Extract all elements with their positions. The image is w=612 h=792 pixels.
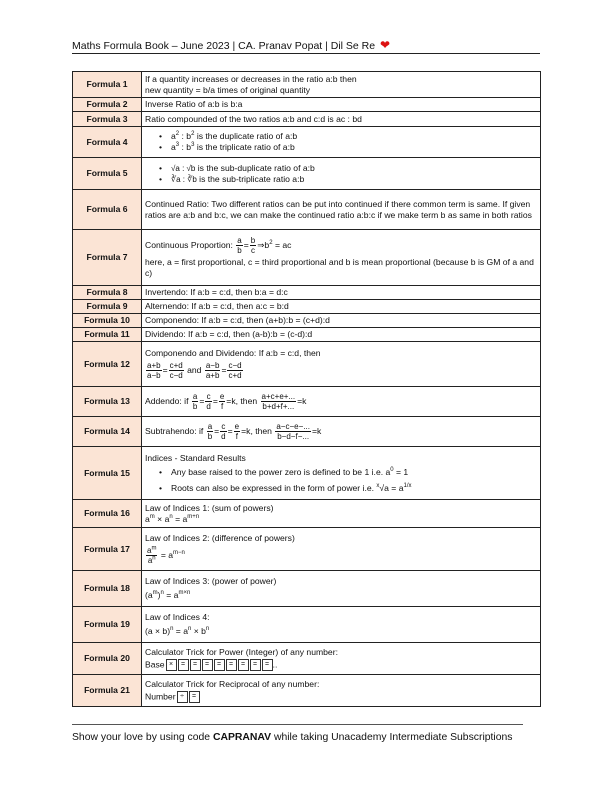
formula-label: Formula 15 <box>73 447 142 500</box>
formula-text: Law of Indices 1: (sum of powers) <box>145 502 274 513</box>
formula-label: Formula 2 <box>73 98 142 112</box>
table-row <box>73 230 541 286</box>
formula-label: Formula 17 <box>73 528 142 571</box>
equals-key-icon: = <box>226 659 237 671</box>
equals-key-icon: = <box>238 659 249 671</box>
table-row <box>73 112 541 127</box>
table-row <box>73 447 541 500</box>
formula-content: Alternendo: If a:b = c:d, then a:c = b:d <box>142 300 541 314</box>
page-header <box>72 38 540 52</box>
formula-text: If a quantity increases or decreases in the ratio a:b then <box>145 73 357 84</box>
formula-text: here, a = first proportional, c = third proportional and b is mean proportional (because b is GM of a and c) <box>145 257 534 278</box>
table-row <box>73 607 541 643</box>
equals-key-icon: = <box>189 691 200 703</box>
formula-text: Base <box>145 658 165 669</box>
formula-text: Calculator Trick for Reciprocal of any number: <box>145 678 320 689</box>
equals-key-icon: = <box>250 659 261 671</box>
divide-key-icon: ÷ <box>177 691 188 703</box>
formula-content <box>142 447 541 500</box>
equals-key-icon: = <box>262 659 273 671</box>
formula-text: is the sub-duplicate ratio of a:b <box>197 162 315 173</box>
equals-key-icon: = <box>190 659 201 671</box>
equals-key-icon: = <box>202 659 213 671</box>
promo-code: CAPRANAV <box>212 732 272 743</box>
formula-content <box>142 127 541 158</box>
table-row <box>73 417 541 447</box>
formula-content: Invertendo: If a:b = c:d, then b:a = d:c <box>142 286 541 300</box>
formula-label: Formula 5 <box>73 158 142 190</box>
table-row <box>73 328 541 342</box>
bullet-item: • $a^2$ : $b^2$ is the duplicate ratio of a:b <box>145 131 537 142</box>
formula-content: Componendo: If a:b = c:d, then (a+b):b = (c+d):d <box>142 314 541 328</box>
formula-text: is the duplicate ratio of a:b <box>196 131 298 141</box>
formula-label: Formula 11 <box>73 328 142 342</box>
footer-text: while taking Unacademy Intermediate Subscriptions <box>271 732 513 743</box>
formula-label: Formula 10 <box>73 314 142 328</box>
footer-text: Show your love by using code <box>72 732 213 743</box>
page-footer <box>72 731 542 744</box>
multiply-key-icon: × <box>166 659 177 671</box>
formula-label: Formula 8 <box>73 286 142 300</box>
table-row <box>73 643 541 675</box>
formula-content: Law of Indices 1: (sum of powers) $a^m \times a^n = a^{m+n}$ <box>142 500 541 528</box>
formula-text: Continuous Proportion: <box>145 239 233 250</box>
formula-text: , then <box>235 395 258 406</box>
formula-label: Formula 1 <box>73 72 142 98</box>
equals-key-icon: = <box>178 659 189 671</box>
bullet-item: • ∛a : ∛b is the sub-triplicate ratio a:b <box>145 174 537 185</box>
formula-content: Ratio compounded of the two ratios a:b and c:d is ac : bd <box>142 112 541 127</box>
formula-label: Formula 13 <box>73 387 142 417</box>
formula-label: Formula 14 <box>73 417 142 447</box>
formula-text: Law of Indices 2: (difference of powers) <box>145 533 295 543</box>
formula-label: Formula 20 <box>73 643 142 675</box>
formula-text: Subtrahendo: if <box>145 425 204 436</box>
formula-label: Formula 21 <box>73 675 142 707</box>
formula-text: Number <box>145 690 176 701</box>
table-row <box>73 190 541 230</box>
formula-label: Formula 19 <box>73 607 142 643</box>
formula-text: Law of Indices 4: <box>145 612 210 622</box>
heart-icon: ❤ <box>380 38 391 52</box>
bullet-item: • Roots can also be expressed in the form of power i.e. $^x√a = a^{1/x}$ <box>145 483 537 494</box>
formula-content <box>142 158 541 190</box>
header-title: Maths Formula Book – June 2023 | CA. Pranav Popat | Dil Se Re <box>72 40 376 52</box>
formula-content: Law of Indices 2: (difference of powers) $\frac{a^m}{a^n}$ = $a^{m-n}$ <box>142 528 541 571</box>
formula-content: Componendo and Dividendo: If a:b = c:d, then $\frac{a+b}{a-b}$ = $\frac{c+d}{c-d}$ and $\frac{a-b}{a+b}$ = $\frac{c-d}{c+d}$ <box>142 342 541 387</box>
table-row <box>73 342 541 387</box>
formula-content: Inverse Ratio of a:b is b:a <box>142 98 541 112</box>
formula-text: Law of Indices 3: (power of power) <box>145 576 277 586</box>
formula-label: Formula 12 <box>73 342 142 387</box>
formula-text: Addendo: if <box>145 395 189 406</box>
formula-content: Subtrahendo: if $\frac{a}{b}$ = $\frac{c}{d}$ = $\frac{e}{f}$ =k, then $\frac{a-c-e-...}{b-d-f-...}$ =k <box>142 417 541 447</box>
formula-text: Roots can also be expressed in the form of power i.e. <box>171 482 375 493</box>
formula-table <box>72 71 541 707</box>
formula-label: Formula 3 <box>73 112 142 127</box>
table-row <box>73 286 541 300</box>
table-row <box>73 500 541 528</box>
formula-text: is the triplicate ratio of a:b <box>196 142 295 152</box>
formula-text: Any base raised to the power zero is defined to be 1 i.e. <box>171 466 384 477</box>
bullet-item: • Any base raised to the power zero is defined to be 1 i.e. $a^0 = 1$ <box>145 467 537 478</box>
formula-content: Addendo: if $\frac{a}{b}$ = $\frac{c}{d}$ = $\frac{e}{f}$ =k, then $\frac{a+c+e+...}{b+d+f+...}$ =k <box>142 387 541 417</box>
formula-content: Continuous Proportion: $\frac{a}{b}$ = $\frac{b}{c}$ $\Rightarrow b^2$ = ac here, a = first proportional, c = third proportional and b is mean proportional (because b is GM of a and c) <box>142 230 541 286</box>
table-row <box>73 571 541 607</box>
table-row <box>73 314 541 328</box>
formula-content: Continued Ratio: Two different ratios can be put into continued if there common term is same. If given ratios are a:b and b:c, we can make the continued ratio a:b:c if we make term b as same in both ratios <box>142 190 541 230</box>
footer-divider <box>72 724 523 725</box>
table-row <box>73 72 541 98</box>
formula-text: Componendo and Dividendo: If a:b = c:d, then <box>145 348 321 358</box>
formula-content <box>142 72 541 98</box>
formula-text: is the sub-triplicate ratio a:b <box>199 173 305 184</box>
formula-text: .. <box>272 658 278 669</box>
formula-label: Formula 9 <box>73 300 142 314</box>
formula-text: new quantity = b/a times of original quantity <box>145 84 311 95</box>
formula-label: Formula 4 <box>73 127 142 158</box>
formula-text: and <box>187 364 202 375</box>
formula-text: , then <box>250 425 272 436</box>
table-row <box>73 300 541 314</box>
table-row <box>73 675 541 707</box>
formula-label: Formula 6 <box>73 190 142 230</box>
formula-label: Formula 7 <box>73 230 142 286</box>
formula-content: Dividendo: If a:b = c:d, then (a-b):b = (c-d):d <box>142 328 541 342</box>
table-row <box>73 127 541 158</box>
formula-label: Formula 18 <box>73 571 142 607</box>
table-row <box>73 528 541 571</box>
formula-content: Law of Indices 4: $(a \times b)^n = a^n \times b^n$ <box>142 607 541 643</box>
formula-content: Law of Indices 3: (power of power) $(a^m)^n = a^{m\times n}$ <box>142 571 541 607</box>
formula-text: Indices - Standard Results <box>145 452 246 463</box>
formula-text: Calculator Trick for Power (Integer) of any number: <box>145 646 338 657</box>
equals-key-icon: = <box>214 659 225 671</box>
formula-label: Formula 16 <box>73 500 142 528</box>
bullet-item: • √a : √b is the sub-duplicate ratio of a:b <box>145 163 537 174</box>
table-row <box>73 387 541 417</box>
formula-content <box>142 675 541 707</box>
formula-content <box>142 643 541 675</box>
table-row <box>73 158 541 190</box>
header-divider <box>72 53 540 54</box>
bullet-item: • $a^3$ : $b^3$ is the triplicate ratio of a:b <box>145 142 537 153</box>
table-row <box>73 98 541 112</box>
